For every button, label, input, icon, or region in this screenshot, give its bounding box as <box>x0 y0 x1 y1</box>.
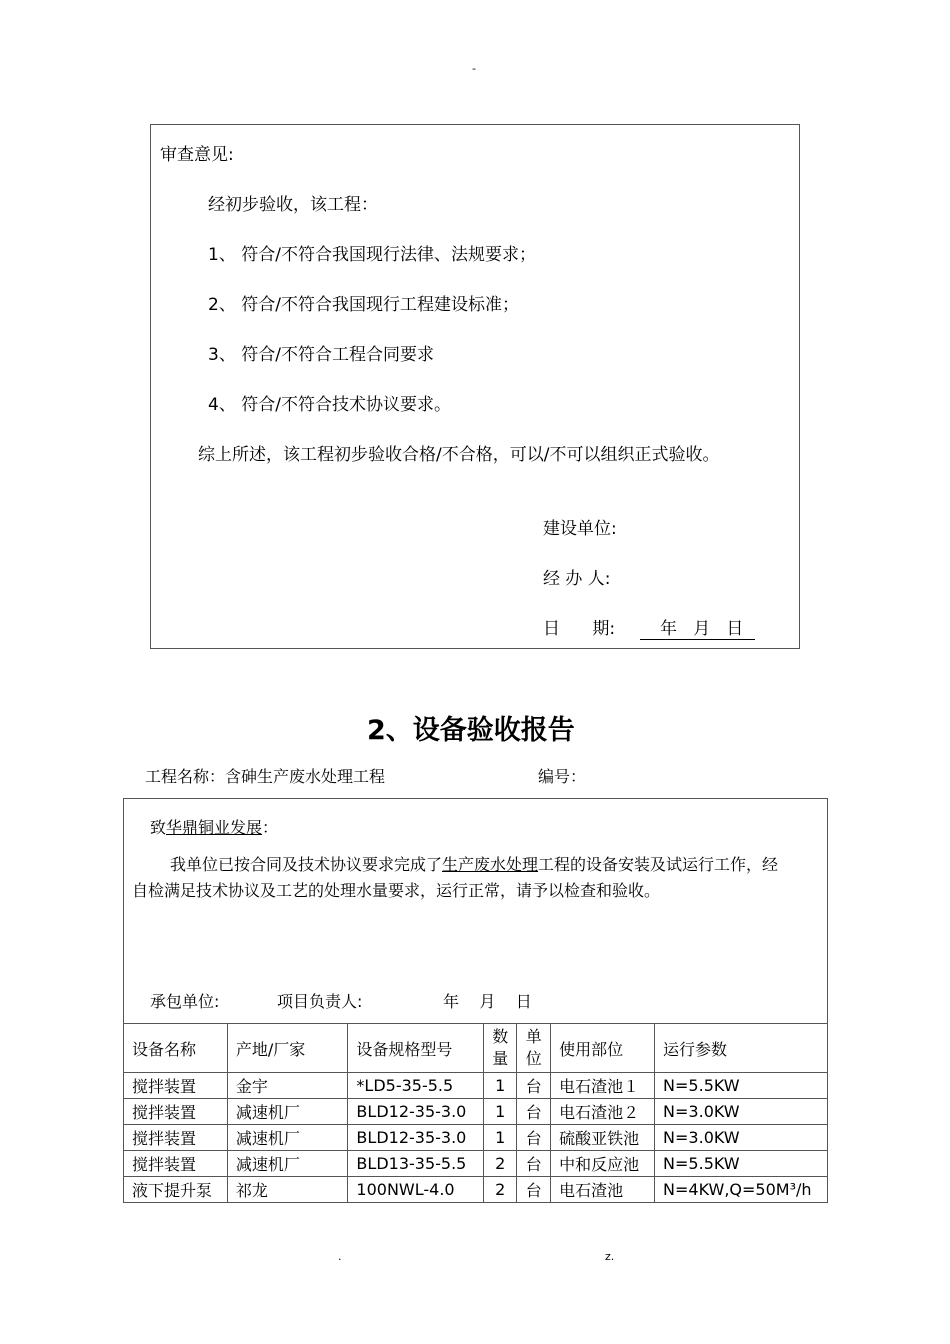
handler-label: 经 办 人: <box>543 569 611 589</box>
cell-unit: 台 <box>517 1151 551 1177</box>
cell-unit: 台 <box>517 1073 551 1099</box>
header-origin: 产地/厂家 <box>227 1024 348 1073</box>
review-conclusion: 综上所述，该工程初步验收合格/不合格，可以/不可以组织正式验收。 <box>198 445 720 465</box>
cell-name: 搅拌装置 <box>124 1151 228 1177</box>
cell-location: 中和反应池 <box>551 1151 655 1177</box>
header-model: 设备规格型号 <box>348 1024 484 1073</box>
cell-unit: 台 <box>517 1177 551 1203</box>
body-pre: 我单位已按合同及技术协议要求完成了 <box>170 855 443 874</box>
header-unit-1: 单 <box>525 1027 542 1046</box>
cell-model: BLD13-35-5.5 <box>348 1151 484 1177</box>
header-qty-1: 数 <box>492 1027 509 1046</box>
cell-name: 搅拌装置 <box>124 1125 228 1151</box>
section-title: 2、设备验收报告 <box>367 715 575 746</box>
table-row <box>124 1073 828 1099</box>
header-location: 使用部位 <box>551 1024 655 1073</box>
cell-model: *LD5-35-5.5 <box>348 1073 484 1099</box>
cell-qty: 1 <box>484 1099 517 1125</box>
review-heading: 审查意见: <box>160 145 234 165</box>
manager-label: 项目负责人: <box>277 992 363 1011</box>
header-mark: - <box>472 62 476 75</box>
equipment-table <box>123 1023 828 1203</box>
table-row <box>124 1099 828 1125</box>
body-post: 工程的设备安装及试运行工作，经 <box>538 855 779 874</box>
report-recipient <box>150 815 278 838</box>
review-item-4: 4、 符合/不符合技术协议要求。 <box>208 395 451 415</box>
project-name: 工程名称：含砷生产废水处理工程 <box>145 767 386 786</box>
cell-location: 电石渣池１ <box>551 1073 655 1099</box>
table-row <box>124 1125 828 1151</box>
cell-params: N=5.5KW <box>655 1151 828 1177</box>
serial-label: 编号： <box>538 767 587 786</box>
review-date-label: 日 期: <box>543 619 616 639</box>
cell-model: 100NWL-4.0 <box>348 1177 484 1203</box>
cell-unit: 台 <box>517 1125 551 1151</box>
cell-name: 液下提升泵 <box>124 1177 228 1203</box>
cell-params: N=3.0KW <box>655 1125 828 1151</box>
cell-origin: 减速机厂 <box>227 1151 348 1177</box>
report-body-line-1 <box>170 852 778 875</box>
header-qty-2: 量 <box>492 1049 509 1068</box>
report-body-line-2: 自检满足技术协议及工艺的处理水量要求，运行正常，请予以检查和验收。 <box>132 881 661 900</box>
header-params: 运行参数 <box>655 1024 828 1073</box>
footer-mark-left: . <box>338 1250 342 1263</box>
cell-unit: 台 <box>517 1099 551 1125</box>
recipient-suffix: ： <box>262 818 279 837</box>
cell-qty: 1 <box>484 1125 517 1151</box>
review-item-3: 3、 符合/不符合工程合同要求 <box>208 345 434 365</box>
report-date: 年 月 日 <box>443 992 532 1011</box>
header-unit <box>517 1024 551 1073</box>
table-row <box>124 1177 828 1203</box>
cell-model: BLD12-35-3.0 <box>348 1099 484 1125</box>
recipient-prefix: 致 <box>150 818 167 837</box>
table-header-row <box>124 1024 828 1073</box>
cell-location: 电石渣池２ <box>551 1099 655 1125</box>
review-date-value: 年 月 日 <box>640 614 755 640</box>
cell-qty: 2 <box>484 1151 517 1177</box>
review-item-1: 1、 符合/不符合我国现行法律、法规要求； <box>208 245 536 265</box>
cell-origin: 减速机厂 <box>227 1125 348 1151</box>
header-qty <box>484 1024 517 1073</box>
cell-params: N=4KW,Q=50M³/h <box>655 1177 828 1203</box>
cell-location: 电石渣池 <box>551 1177 655 1203</box>
cell-name: 搅拌装置 <box>124 1099 228 1125</box>
body-project: 生产废水处理 <box>442 855 539 874</box>
cell-origin: 金宇 <box>227 1073 348 1099</box>
cell-origin: 减速机厂 <box>227 1099 348 1125</box>
construction-unit-label: 建设单位: <box>543 519 617 539</box>
recipient-company: 华鼎铜业发展 <box>166 818 263 837</box>
cell-name: 搅拌装置 <box>124 1073 228 1099</box>
footer-mark-right: z. <box>605 1250 615 1263</box>
cell-origin: 祁龙 <box>227 1177 348 1203</box>
cell-params: N=3.0KW <box>655 1099 828 1125</box>
cell-params: N=5.5KW <box>655 1073 828 1099</box>
review-item-2: 2、 符合/不符合我国现行工程建设标准； <box>208 295 519 315</box>
header-unit-2: 位 <box>525 1049 542 1068</box>
cell-model: BLD12-35-3.0 <box>348 1125 484 1151</box>
contractor-label: 承包单位: <box>150 992 220 1011</box>
cell-qty: 1 <box>484 1073 517 1099</box>
header-name: 设备名称 <box>124 1024 228 1073</box>
review-date-field <box>640 614 755 640</box>
table-row <box>124 1151 828 1177</box>
cell-location: 硫酸亚铁池 <box>551 1125 655 1151</box>
cell-qty: 2 <box>484 1177 517 1203</box>
review-intro: 经初步验收，该工程： <box>208 195 378 215</box>
